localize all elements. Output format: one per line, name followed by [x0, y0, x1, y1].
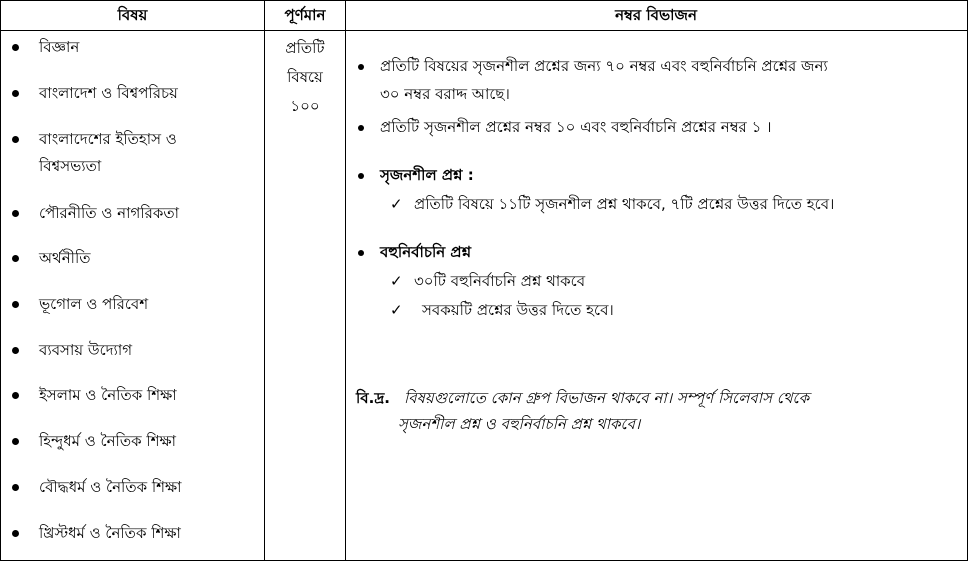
bullet-icon [12, 90, 19, 97]
bullet-icon [12, 255, 19, 262]
bullet-icon [358, 64, 364, 70]
check-icon: ✓ [390, 301, 403, 319]
subject-name: ভূগোল ও পরিবেশ [39, 295, 149, 313]
subject-name: বৌদ্ধধর্ম ও নৈতিক শিক্ষা [39, 478, 182, 496]
header-subject: বিষয় [117, 6, 148, 24]
header-marks-distribution: নম্বর বিভাজন [615, 6, 697, 24]
subject-name: বাংলাদেশের ইতিহাস ও [39, 130, 177, 148]
bullet-icon [12, 210, 19, 217]
subject-name: পৌরনীতি ও নাগরিকতা [39, 204, 179, 222]
subject-name: ব্যবসায় উদ্যোগ [39, 341, 133, 359]
subject-name: অর্থনীতি [39, 249, 91, 267]
bullet-icon [358, 125, 364, 131]
note-label: বি.দ্র. [356, 389, 391, 407]
full-marks-value: ১০০ [290, 97, 320, 115]
creative-question-item: প্রতিটি বিষয়ে ১১টি সৃজনশীল প্রশ্ন থাকবে, ৭টি প্রশ্নের উত্তর দিতে হবে। [414, 195, 835, 213]
distribution-text: ৩০ নম্বর বরাদ্দ আছে। [380, 85, 510, 103]
bullet-icon [12, 301, 19, 308]
distribution-text: প্রতিটি সৃজনশীল প্রশ্নের নম্বর ১০ এবং বহুনির্বাচনি প্রশ্নের নম্বর ১ । [380, 118, 772, 136]
bullet-icon [12, 438, 19, 445]
distribution-text: প্রতিটি বিষয়ের সৃজনশীল প্রশ্নের জন্য ৭০ নম্বর এবং বহুনির্বাচনি প্রশ্নের জন্য [380, 57, 828, 75]
creative-question-heading: সৃজনশীল প্রশ্ন : [380, 166, 474, 184]
check-icon: ✓ [390, 195, 403, 213]
subject-name: বাংলাদেশ ও বিশ্বপরিচয় [39, 84, 178, 102]
bullet-icon [12, 484, 19, 491]
bullet-icon [12, 347, 19, 354]
mcq-item: ৩০টি বহুনির্বাচনি প্রশ্ন থাকবে [414, 272, 586, 290]
column-divider [345, 1, 346, 560]
full-marks-line: বিষয়ে [287, 68, 323, 86]
header-full-marks: পূর্ণমান [284, 6, 326, 24]
bullet-icon [358, 250, 364, 256]
mcq-heading: বহুনির্বাচনি প্রশ্ন [380, 243, 472, 261]
subject-name-continued: বিশ্বসভ্যতা [39, 157, 102, 175]
bullet-icon [12, 136, 19, 143]
bullet-icon [358, 173, 364, 179]
note-text: বিষয়গুলোতে কোন গ্রুপ বিভাজন থাকবে না। সম্পূর্ণ সিলেবাস থেকে [404, 389, 810, 407]
list-item [1, 126, 263, 182]
bullet-icon [12, 530, 19, 537]
subject-name: ইসলাম ও নৈতিক শিক্ষা [39, 386, 177, 404]
subject-name: বিজ্ঞান [39, 38, 80, 56]
note-text: সৃজনশীল প্রশ্ন ও বহুনির্বাচনি প্রশ্ন থাকবে। [398, 415, 641, 433]
full-marks-cell [265, 34, 345, 121]
bullet-icon [12, 44, 19, 51]
header-row [1, 1, 967, 31]
subject-name: খ্রিস্টধর্ম ও নৈতিক শিক্ষা [39, 524, 181, 542]
bullet-icon [12, 392, 19, 399]
mcq-item: সবকয়টি প্রশ্নের উত্তর দিতে হবে। [422, 301, 614, 319]
check-icon: ✓ [390, 272, 403, 290]
subject-name: হিন্দুধর্ম ও নৈতিক শিক্ষা [39, 432, 177, 450]
full-marks-line: প্রতিটি [285, 39, 325, 57]
